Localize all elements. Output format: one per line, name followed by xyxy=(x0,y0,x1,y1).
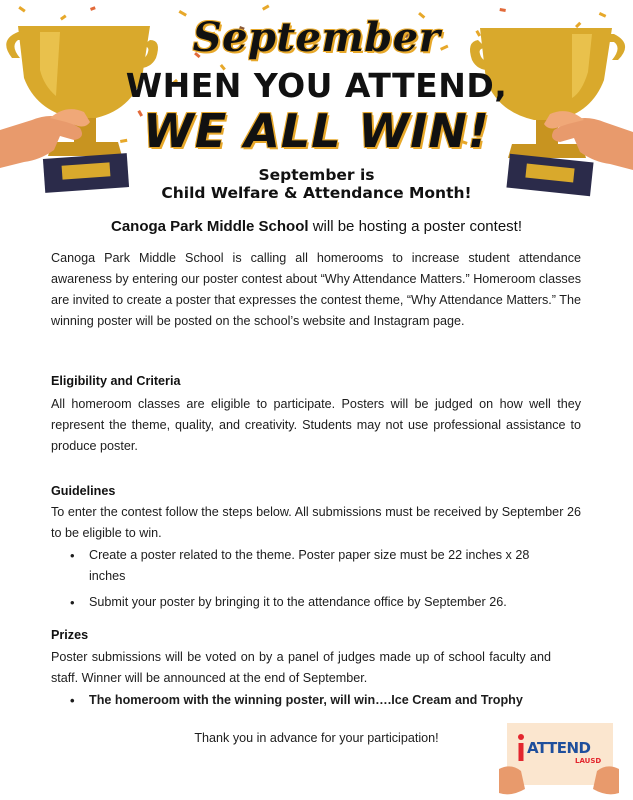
eligibility-text: All homeroom classes are eligible to participate. Posters will be judged on how well they represent the theme, quality, and creativity. Students may not use professional assistance to produce poster. xyxy=(51,397,581,453)
logo-text: ATTEND xyxy=(527,739,591,757)
iattend-logo xyxy=(499,719,619,800)
intro-line xyxy=(0,218,633,235)
subheading-line-2: Child Welfare & Attendance Month! xyxy=(161,184,472,202)
logo-subtext: LAUSD xyxy=(575,757,602,765)
guidelines-heading: Guidelines xyxy=(51,484,116,498)
headline-line-2: WE ALL WIN! xyxy=(143,104,490,158)
list-item: • The homeroom with the winning poster, will win….Ice Cream and Trophy xyxy=(51,690,581,711)
contest-description: Canoga Park Middle School is calling all homerooms to increase student attendance awareness by entering our poster contest about “Why Attendance Matters.” Homeroom classes are invited to create a poster that expresses the contest theme, “Why Attendance Matters.” The winning poster will be posted on the school’s website and Instagram page. xyxy=(51,251,581,328)
prizes-list xyxy=(51,690,581,711)
school-name: Canoga Park Middle School xyxy=(111,218,309,235)
subheading xyxy=(0,166,633,202)
prizes-heading: Prizes xyxy=(51,628,89,642)
header-banner xyxy=(0,0,633,200)
eligibility-heading: Eligibility and Criteria xyxy=(51,374,181,388)
list-item: • Create a poster related to the theme. Poster paper size must be 22 inches x 28 inches xyxy=(51,545,581,587)
month-title: September xyxy=(192,14,441,61)
guidelines-text: To enter the contest follow the steps below. All submissions must be received by September 26 to be eligible to win. xyxy=(51,505,581,540)
headline-line-1: WHEN YOU ATTEND, xyxy=(125,66,508,105)
guidelines-list xyxy=(51,545,581,613)
thanks-line: Thank you in advance for your participation! xyxy=(194,731,439,745)
prizes-text: Poster submissions will be voted on by a panel of judges made up of school faculty and staff. Winner will be announced at the end of September. xyxy=(51,650,551,685)
subheading-line-1: September is xyxy=(258,166,375,184)
list-item: • Submit your poster by bringing it to the attendance office by September 26. xyxy=(51,592,581,613)
intro-rest: will be hosting a poster contest! xyxy=(308,218,522,235)
